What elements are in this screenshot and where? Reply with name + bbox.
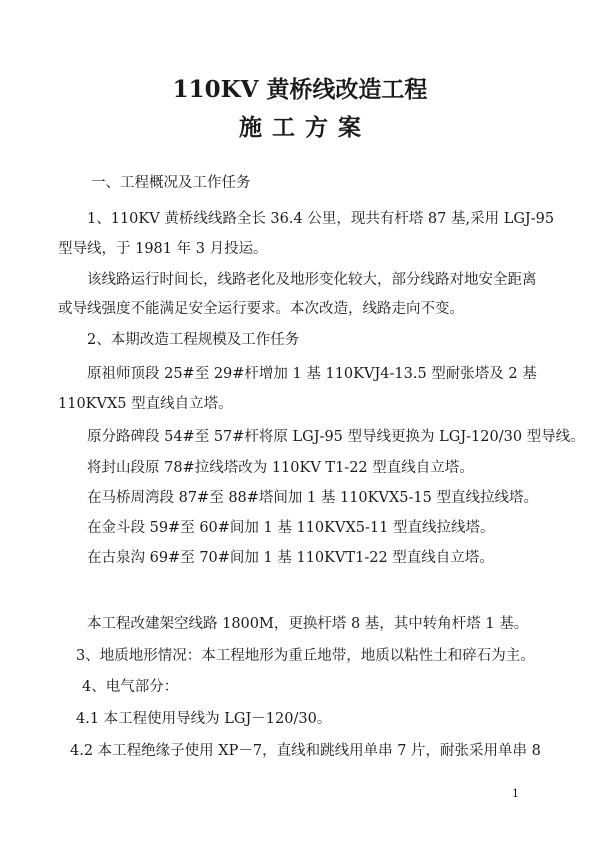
- page-number: 1: [512, 787, 519, 800]
- paragraph-line: 该线路运行时间长，线路老化及地形变化较大，部分线路对地安全距离: [87, 272, 537, 288]
- section-heading-geology: 3、地质地形情况：本工程地形为重丘地带，地质以粘性土和碎石为主。: [76, 648, 535, 664]
- document-subtitle: 施工方案: [239, 114, 371, 141]
- paragraph-line: 4.1 本工程使用导线为 LGJ－120/30。: [76, 711, 332, 727]
- document-title: 110KV 黄桥线改造工程: [172, 76, 428, 103]
- paragraph-line: 本工程改建架空线路 1800M，更换杆塔 8 基，其中转角杆塔 1 基。: [87, 616, 529, 632]
- paragraph-line: 1、110KV 黄桥线线路全长 36.4 公里，现共有杆塔 87 基,采用 LGJ-95: [87, 211, 555, 227]
- section-heading-overview: 一、工程概况及工作任务: [91, 175, 251, 191]
- paragraph-line: 110KVX5 型直线自立塔。: [58, 396, 233, 412]
- paragraph-line: 在马桥周湾段 87#至 88#塔间加 1 基 110KVX5-15 型直线拉线塔。: [87, 490, 538, 506]
- paragraph-line: 原祖师顶段 25#至 29#杆增加 1 基 110KVJ4-13.5 型耐张塔及 2 基: [87, 366, 537, 382]
- paragraph-line: 在金斗段 59#至 60#间加 1 基 110KVX5-11 型直线拉线塔。: [87, 520, 495, 536]
- paragraph-line: 或导线强度不能满足安全运行要求。本次改造，线路走向不变。: [58, 301, 464, 317]
- paragraph-line: 在古泉沟 69#至 70#间加 1 基 110KVT1-22 型直线自立塔。: [87, 550, 494, 566]
- section-heading-scope: 2、本期改造工程规模及工作任务: [87, 332, 300, 348]
- section-heading-electrical: 4、电气部分：: [82, 679, 179, 695]
- paragraph-line: 将封山段原 78#拉线塔改为 110KV T1-22 型直线自立塔。: [87, 460, 474, 476]
- paragraph-line: 原分路碑段 54#至 57#杆将原 LGJ-95 型导线更换为 LGJ-120/30 型导线。: [87, 429, 585, 445]
- paragraph-line: 4.2 本工程绝缘子使用 XP－7，直线和跳线用单串 7 片，耐张采用单串 8: [70, 743, 541, 759]
- paragraph-line: 型导线，于 1981 年 3 月投运。: [58, 241, 268, 257]
